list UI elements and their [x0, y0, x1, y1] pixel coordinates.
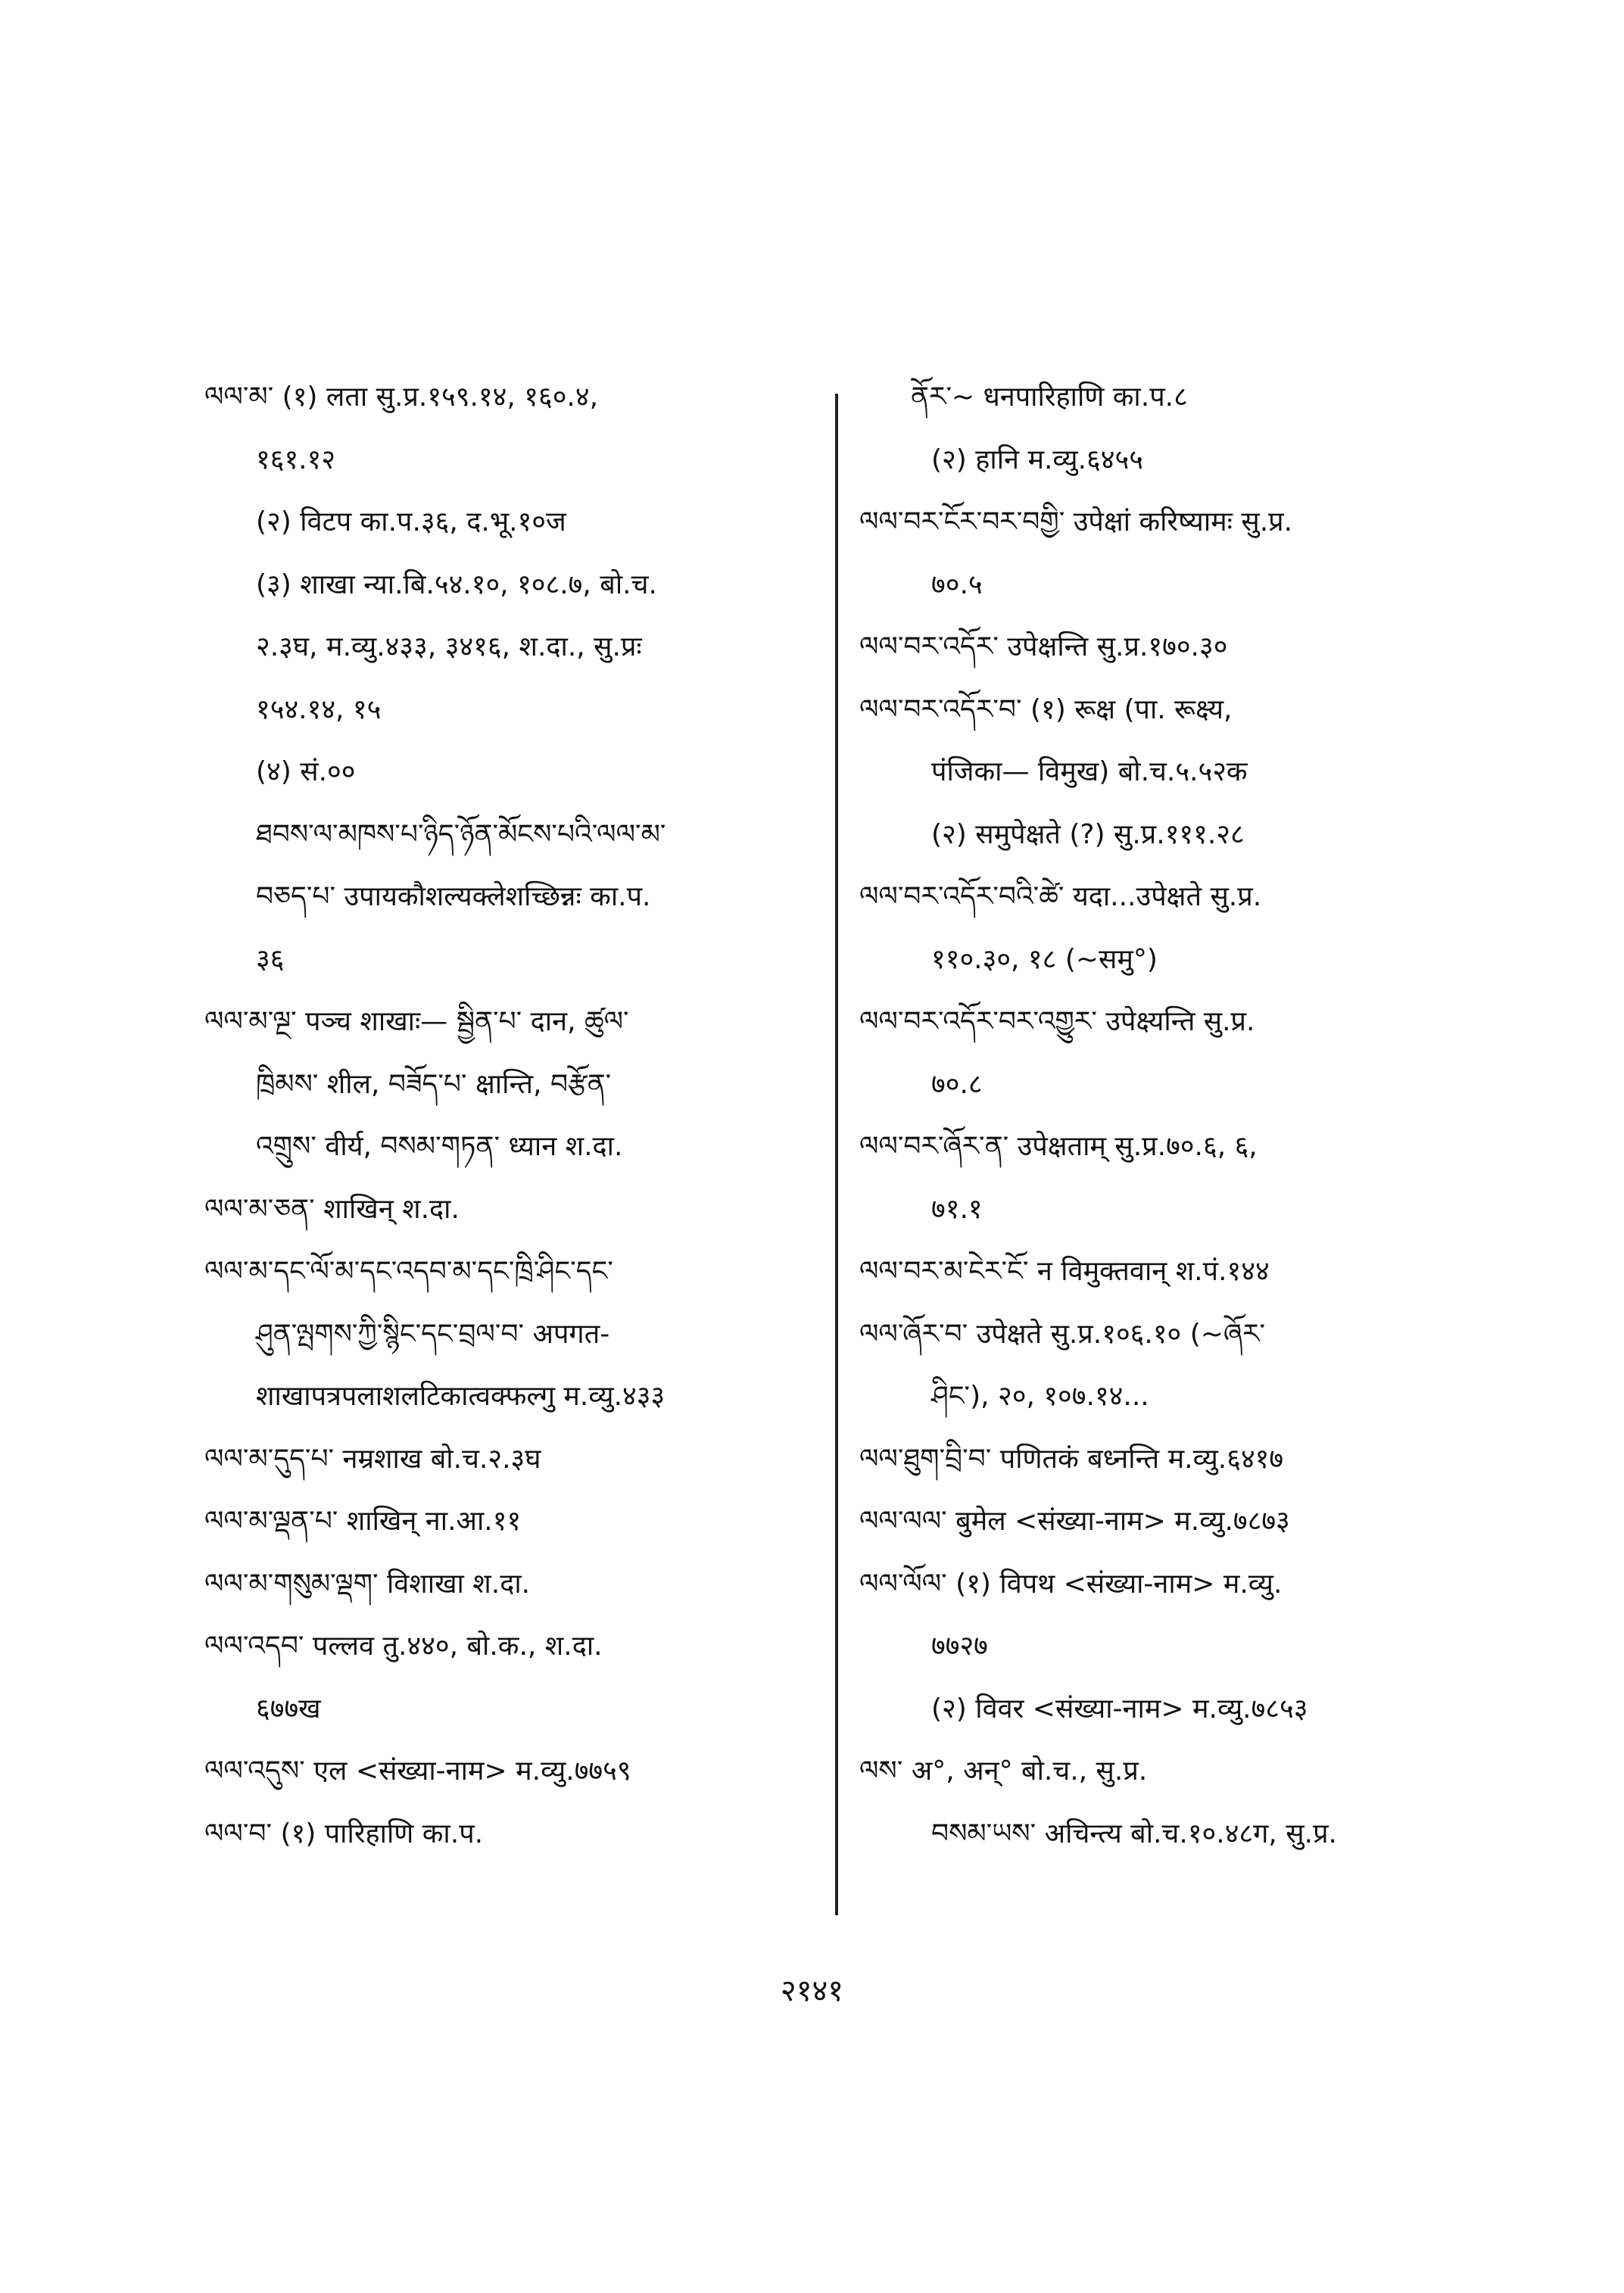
- dictionary-headword-line: ལལ་བར་འདོར་བ་ (१) रूक्ष (पा. रूक्ष्य,: [859, 693, 1233, 725]
- dictionary-continuation-line: འགྲུས་ वीर्य, བསམ་གཏན་ ध्यान श.दा.: [256, 1131, 623, 1162]
- dictionary-continuation-line: ནོར་~ धनपारिहाणि का.प.८: [911, 382, 1188, 413]
- dictionary-continuation-line: (२) विटप का.प.३६, द.भू.१०ज: [256, 506, 566, 537]
- dictionary-headword-line: ལལ་ལལ་ बुमेल <संख्या-नाम> म.व्यु.७८७३: [859, 1506, 1290, 1537]
- dictionary-headword-line: ལལ་བར་འདོར་ उपेक्षन्ति सु.प्र.१७०.३०: [859, 631, 1228, 662]
- dictionary-continuation-line: ३६: [256, 943, 285, 975]
- dictionary-continuation-line: ཤུན་ལྤགས་ཀྱི་སྙིང་དང་བྲལ་བ་ अपगत-: [256, 1318, 610, 1350]
- dictionary-headword-line: ལལ་ཐུག་བྲི་བ་ पणितकं बध्नन्ति म.व्यु.६४१७: [859, 1443, 1284, 1475]
- dictionary-headword-line: ལལ་མ་དང་ལོ་མ་དང་འདབ་མ་དང་ཁྲི་ཤིང་དང་: [204, 1256, 613, 1287]
- dictionary-continuation-line: (२) विवर <संख्या-नाम> म.व्यु.७८५३: [931, 1693, 1308, 1724]
- dictionary-headword-line: ལལ་བ་ (१) पारिहाणि का.प.: [204, 1818, 484, 1849]
- dictionary-continuation-line: ७१.१: [931, 1193, 983, 1225]
- dictionary-continuation-line: ७०.५: [931, 569, 983, 600]
- dictionary-continuation-line: ཐབས་ལ་མཁས་པ་ཉིད་ཉོན་མོངས་པའི་ལལ་མ་: [256, 818, 666, 850]
- page-number: २१४१: [780, 1974, 844, 2008]
- column-divider: [835, 394, 838, 1915]
- dictionary-continuation-line: (३) शाखा न्या.बि.५४.१०, १०८.७, बो.च.: [256, 569, 657, 600]
- dictionary-headword-line: ལལ་མ་དུད་པ་ नम्रशाख बो.च.२.३घ: [204, 1443, 541, 1475]
- dictionary-headword-line: ལལ་མ་ (१) लता सु.प्र.१५९.१४, १६०.४,: [204, 382, 599, 413]
- dictionary-continuation-line: १६१.१२: [256, 444, 336, 475]
- dictionary-headword-line: ལལ་བར་འདོར་བར་འགྱུར་ उपेक्ष्यन्ति सु.प्र.: [859, 1006, 1255, 1037]
- dictionary-headword-line: ལལ་མ་ལྡན་པ་ शाखिन् ना.आ.११: [204, 1506, 522, 1537]
- dictionary-continuation-line: पंजिका— विमुख) बो.च.५.५२क: [931, 756, 1248, 787]
- dictionary-continuation-line: ཁྲིམས་ शील, བཟོད་པ་ क्षान्ति, བརྩོན་: [256, 1068, 612, 1100]
- dictionary-continuation-line: ७०.८: [931, 1068, 983, 1100]
- dictionary-continuation-line: शाखापत्रपलाशलटिकात्वक्फल्गु म.व्यु.४३३: [256, 1381, 665, 1412]
- dictionary-continuation-line: བསམ་ཡས་ अचिन्त्य बो.च.१०.४८ग, सु.प्र.: [931, 1818, 1337, 1849]
- dictionary-continuation-line: ཤིང་), २०, १०७.१४...: [931, 1381, 1149, 1412]
- dictionary-headword-line: ལལ་འདབ་ पल्लव तु.४४०, बो.क., श.दा.: [204, 1631, 603, 1662]
- dictionary-continuation-line: १५४.१४, १५: [256, 693, 382, 725]
- dictionary-headword-line: ལས་ अ°, अन्° बो.च., सु.प्र.: [859, 1756, 1148, 1787]
- dictionary-headword-line: ལལ་བར་ངོར་བར་བགྱི་ उपेक्षां करिष्यामः सु.प्र.: [859, 506, 1293, 537]
- dictionary-headword-line: ལལ་མ་ཅན་ शाखिन् श.दा.: [204, 1193, 460, 1225]
- dictionary-continuation-line: བཅད་པ་ उपायकौशल्यक्लेशच्छिन्नः का.प.: [256, 881, 651, 912]
- dictionary-continuation-line: (४) सं.००: [256, 756, 356, 787]
- dictionary-continuation-line: ११०.३०, १८ (~समु°): [931, 943, 1158, 975]
- dictionary-headword-line: ལལ་ལོལ་ (१) विपथ <संख्या-नाम> म.व्यु.: [859, 1568, 1283, 1600]
- dictionary-headword-line: ལལ་བར་ཞོར་ན་ उपेक्षताम् सु.प्र.७०.६, ६,: [859, 1131, 1258, 1162]
- dictionary-headword-line: ལལ་མ་གསུམ་ལྡག་ विशाखा श.दा.: [204, 1568, 531, 1600]
- dictionary-headword-line: ལལ་བར་མ་ངེར་ངོ་ न विमुक्तवान् श.पं.१४४: [859, 1256, 1270, 1287]
- dictionary-continuation-line: (२) समुपेक्षते (?) सु.प्र.१११.२८: [931, 818, 1245, 850]
- dictionary-headword-line: ལལ་བར་འདོར་བའི་ཚེ་ यदा...उपेक्षते सु.प्र.: [859, 881, 1262, 912]
- dictionary-continuation-line: ६७७ख: [256, 1693, 321, 1724]
- dictionary-continuation-line: (२) हानि म.व्यु.६४५५: [931, 444, 1143, 475]
- dictionary-headword-line: ལལ་མ་ལྔ་ पञ्च शाखाः— སྦྱིན་པ་ दान, ཚུལ་: [204, 1006, 629, 1037]
- dictionary-headword-line: ལལ་འདུས་ एल <संख्या-नाम> म.व्यु.७७५९: [204, 1756, 631, 1787]
- dictionary-continuation-line: २.३घ, म.व्यु.४३३, ३४१६, श.दा., सु.प्रः: [256, 631, 642, 662]
- dictionary-continuation-line: ७७२७: [931, 1631, 988, 1662]
- dictionary-headword-line: ལལ་ཞོར་བ་ उपेक्षते सु.प्र.१०६.१० (~ཞོར་: [859, 1318, 1266, 1350]
